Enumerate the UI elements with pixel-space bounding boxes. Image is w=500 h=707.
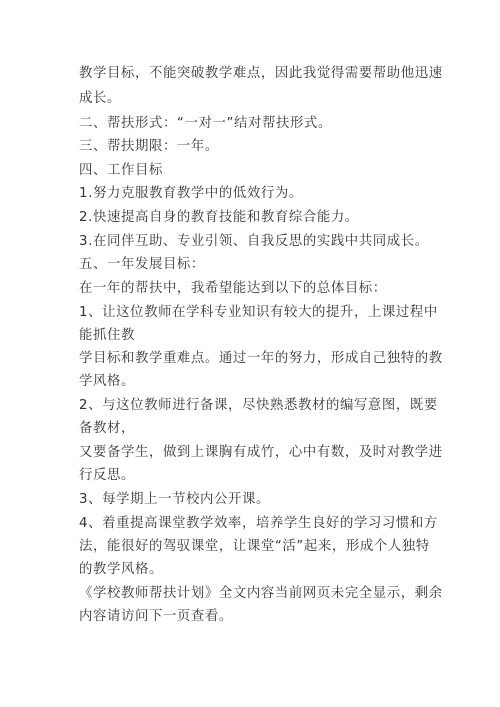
list-item: 2.快速提高自身的教育技能和教育综合能力。 (79, 210, 359, 225)
list-item: 1.努力克服教育教学中的低效行为。 (79, 186, 303, 201)
continuation-notice: 《学校教师帮扶计划》全文内容当前网页未完全显示，剩余 (79, 586, 443, 601)
section-heading: 四、工作目标 (79, 163, 163, 178)
continuation-notice: 内容请访问下一页查看。 (79, 609, 233, 624)
text-line: 成长。 (79, 91, 121, 106)
text-line: 学风格。 (79, 374, 135, 389)
text-line: 学目标和教学重难点。通过一年的努力，形成自己独特的教 (79, 351, 443, 366)
section-heading: 三、帮扶期限：一年。 (79, 139, 219, 154)
text-line: 法，能很好的驾驭课堂，让课堂“活”起来，形成个人独特 (79, 539, 430, 554)
list-item: 1、让这位教师在学科专业知识有较大的提升，上课过程中 (79, 305, 438, 320)
section-heading: 五、一年发展目标： (79, 257, 205, 272)
text-line: 能抓住教 (79, 328, 135, 343)
text-line: 又要备学生，做到上课胸有成竹，心中有数，及时对教学进 (79, 445, 443, 460)
list-item: 3.在同伴互助、专业引领、自我反思的实践中共同成长。 (79, 234, 429, 249)
list-item: 2、与这位教师进行备课，尽快熟悉教材的编写意图，既要 (79, 398, 438, 413)
text-line: 行反思。 (79, 468, 135, 483)
section-heading: 二、帮扶形式：“一对一”结对帮扶形式。 (79, 116, 332, 131)
list-item: 4、着重提高课堂教学效率，培养学生良好的学习习惯和方 (79, 516, 438, 531)
text-line: 备教材， (79, 421, 135, 436)
list-item: 3、每学期上一节校内公开课。 (79, 492, 270, 507)
text-line: 在一年的帮扶中，我希望能达到以下的总体目标： (79, 281, 387, 296)
text-line: 教学目标，不能突破教学难点，因此我觉得需要帮助他迅速 (79, 66, 443, 81)
text-line: 的教学风格。 (79, 562, 163, 577)
